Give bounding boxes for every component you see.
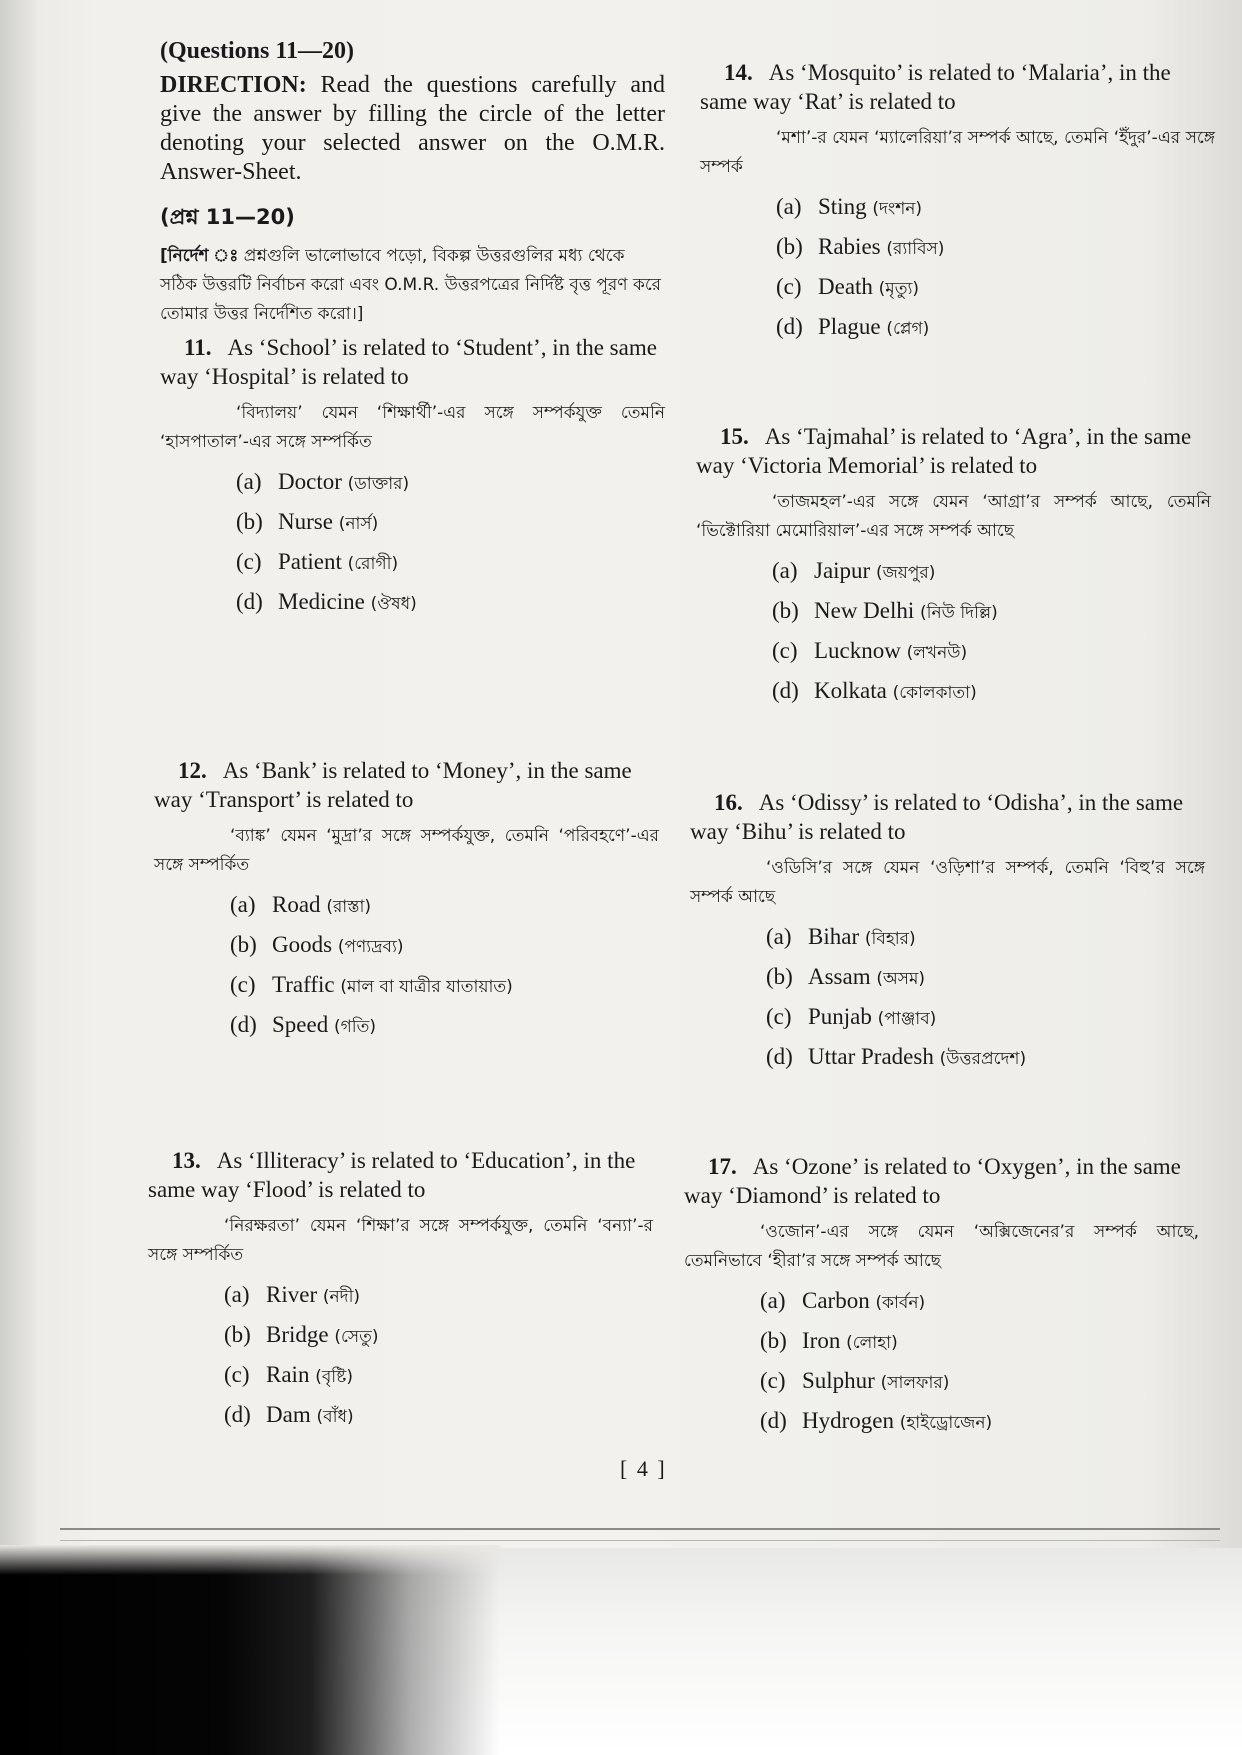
page-number: [ 4 ]: [620, 1456, 667, 1481]
direction-text: Read the questions carefully and give the answer by filling the circle of the letter denoting your selected answer on the O.M.R. Answer-Sheet.: [160, 72, 665, 185]
options-list: [690, 918, 1205, 1078]
option-b: (b) Goods (পণ্যদ্রব্য): [230, 932, 404, 957]
options-list: [148, 1276, 653, 1436]
question-text-bn: ‘বিদ্যালয়’ যেমন ‘শিক্ষার্থী’-এর সঙ্গে সম্পর্কযুক্ত তেমনি ‘হাসপাতাল’-এর সঙ্গে সম্পর্কিত: [160, 403, 665, 452]
option-a: (a) Carbon (কার্বন): [760, 1288, 926, 1313]
question-number: 15.: [720, 424, 749, 449]
question-number: 16.: [714, 790, 743, 815]
question-text-bn: ‘মশা’-র যেমন ‘ম্যালেরিয়া’র সম্পর্ক আছে, তেমনি ‘ইঁদুর’-এর সঙ্গে সম্পর্ক: [700, 128, 1215, 177]
direction-paragraph-bn: [160, 242, 665, 329]
option-b: (b) Rabies (র‍্যাবিস): [776, 234, 945, 259]
question-text: 15. As ‘Tajmahal’ is related to ‘Agra’, in the same way ‘Victoria Memorial’ is related to: [696, 424, 1192, 478]
question-text-bn: ‘তাজমহল’-এর সঙ্গে যেমন ‘আগ্রা’র সম্পর্ক আছে, তেমনি ‘ভিক্টোরিয়া মেমোরিয়াল’-এর সঙ্গে সম্পর্ক আছে: [696, 492, 1211, 541]
option-a: (a) Sting (দংশন): [776, 194, 923, 219]
direction-label-bn: [নির্দেশ ঃ: [160, 246, 239, 266]
option-d: (d) Plague (প্লেগ): [776, 314, 930, 339]
option-c: (c) Punjab (পাঞ্জাব): [766, 1004, 937, 1029]
question-text-bn: ‘ওজোন’-এর সঙ্গে যেমন ‘অক্সিজেনের’র সম্পর্ক আছে, তেমনিভাবে ‘হীরা’র সঙ্গে সম্পর্ক আছে: [684, 1222, 1199, 1271]
options-list: [700, 188, 1215, 348]
option-a: (a) Jaipur (জয়পুর): [772, 558, 936, 583]
option-d: (d) Dam (বাঁধ): [224, 1402, 354, 1427]
question-number: 11.: [184, 335, 212, 360]
option-c: (c) Traffic (মাল বা যাত্রীর যাতায়াত): [230, 972, 513, 997]
question-text: 17. As ‘Ozone’ is related to ‘Oxygen’, in the same way ‘Diamond’ is related to: [684, 1154, 1181, 1208]
question-17: [684, 1152, 1199, 1442]
question-16: [690, 788, 1205, 1078]
left-column: [148, 38, 665, 1427]
option-d: (d) Kolkata (কোলকাতা): [772, 678, 977, 703]
question-text: 11. As ‘School’ is related to ‘Student’, in the same way ‘Hospital’ is related to: [160, 335, 657, 389]
question-14: [700, 58, 1215, 348]
question-text: 14. As ‘Mosquito’ is related to ‘Malaria’, in the same way ‘Rat’ is related to: [700, 60, 1171, 114]
option-b: (b) Assam (অসম): [766, 964, 926, 989]
question-15: [696, 422, 1211, 712]
option-b: (b) Nurse (নার্স): [236, 509, 379, 534]
question-number: 12.: [178, 758, 207, 783]
question-text-bn: ‘ওডিসি’র সঙ্গে যেমন ‘ওড়িশা’র সম্পর্ক, তেমনি ‘বিহু’র সঙ্গে সম্পর্ক আছে: [690, 858, 1205, 907]
option-c: (c) Patient (রোগী): [236, 549, 399, 574]
direction-paragraph: [160, 71, 665, 187]
direction-label: DIRECTION:: [160, 72, 307, 98]
option-a: (a) River (নদী): [224, 1282, 361, 1307]
page-bottom-rule-secondary: [60, 1540, 1220, 1541]
option-d: (d) Hydrogen (হাইড্রোজেন): [760, 1408, 993, 1433]
option-d: (d) Speed (গতি): [230, 1012, 376, 1037]
options-list: [696, 552, 1211, 712]
scan-shadow-fade: [0, 1545, 500, 1575]
option-a: (a) Doctor (ডাক্তার): [236, 469, 410, 494]
option-a: (a) Bihar (বিহার): [766, 924, 916, 949]
question-number: 14.: [724, 60, 753, 85]
questions-range-heading: (Questions 11—20): [160, 38, 355, 64]
page-bottom-rule: [60, 1528, 1220, 1530]
question-number: 13.: [172, 1148, 201, 1173]
option-b: (b) New Delhi (নিউ দিল্লি): [772, 598, 998, 623]
option-d: (d) Uttar Pradesh (উত্তরপ্রদেশ): [766, 1044, 1027, 1069]
question-text-bn: ‘ব্যাঙ্ক’ যেমন ‘মুদ্রা’র সঙ্গে সম্পর্কযুক্ত, তেমনি ‘পরিবহণে’-এর সঙ্গে সম্পর্কিত: [154, 826, 659, 875]
option-a: (a) Road (রাস্তা): [230, 892, 372, 917]
options-list: [154, 886, 659, 1046]
question-text-bn: ‘নিরক্ষরতা’ যেমন ‘শিক্ষা’র সঙ্গে সম্পর্কযুক্ত, তেমনি ‘বন্যা’-র সঙ্গে সম্পর্কিত: [148, 1216, 653, 1265]
question-text: 13. As ‘Illiteracy’ is related to ‘Education’, in the same way ‘Flood’ is related to: [148, 1148, 636, 1202]
option-c: (c) Lucknow (লখনউ): [772, 638, 968, 663]
question-number: 17.: [708, 1154, 737, 1179]
option-d: (d) Medicine (ঔষধ): [236, 589, 417, 614]
question-13: [148, 1146, 653, 1436]
question-11: [160, 333, 665, 623]
page-edge-shade: [0, 0, 40, 1545]
option-c: (c) Sulphur (সালফার): [760, 1368, 950, 1393]
options-list: [684, 1282, 1199, 1442]
options-list: [160, 463, 665, 623]
direction-text-bn: প্রশ্নগুলি ভালোভাবে পড়ো, বিকল্প উত্তরগুলির মধ্য থেকে সঠিক উত্তরটি নির্বাচন করো এবং O.M.R. উত্তরপত্রের নির্দিষ্ট বৃত্ত পূরণ করে তোমার উত্তর নির্দেশিত করো।]: [160, 246, 662, 324]
option-b: (b) Bridge (সেতু): [224, 1322, 379, 1347]
question-text: 16. As ‘Odissy’ is related to ‘Odisha’, in the same way ‘Bihu’ is related to: [690, 790, 1184, 844]
option-b: (b) Iron (লোহা): [760, 1328, 898, 1353]
questions-range-heading-bn: (প্রশ্ন 11—20): [160, 205, 295, 229]
question-text: 12. As ‘Bank’ is related to ‘Money’, in the same way ‘Transport’ is related to: [154, 758, 632, 812]
option-c: (c) Rain (বৃষ্টি): [224, 1362, 353, 1387]
option-c: (c) Death (মৃত্যু): [776, 274, 920, 299]
scan-shadow: [0, 1545, 500, 1755]
question-12: [154, 756, 659, 1046]
